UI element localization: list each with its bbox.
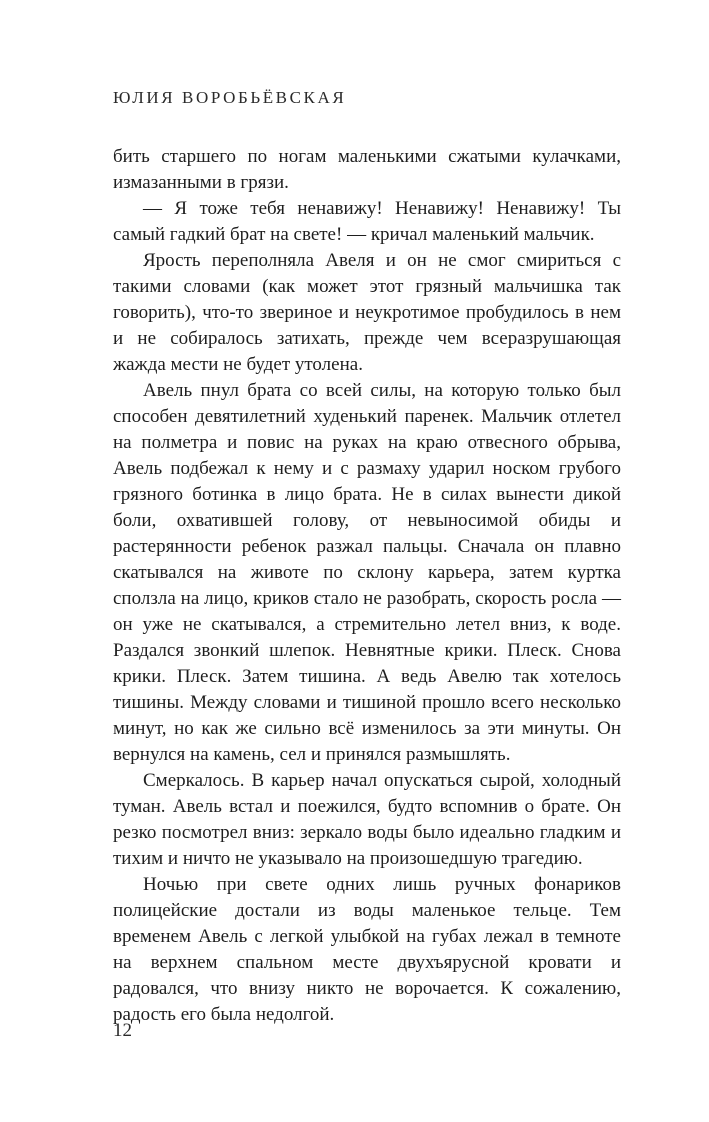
body-text bbox=[113, 144, 621, 1028]
paragraph: Смеркалось. В карьер начал опускаться сырой, холодный туман. Авель встал и поежился, будто вспомнив о брате. Он резко посмотрел вниз: зеркало воды было идеально гладким и тихим и ничто не указывало на произошедшую трагедию. bbox=[113, 770, 621, 869]
page-number: 12 bbox=[113, 1020, 132, 1041]
running-header: ЮЛИЯ ВОРОБЬЁВСКАЯ bbox=[113, 88, 347, 107]
paragraph: бить старшего по ногам маленькими сжатыми кулачками, измазанными в грязи. bbox=[113, 146, 621, 193]
paragraph: Ярость переполняла Авеля и он не смог смириться с такими словами (как может этот грязный мальчишка так говорить), что-то звериное и неукротимое пробудилось в нем и не собиралось затихать, прежде чем всеразрушающая жажда мести не будет утолена. bbox=[113, 250, 621, 375]
paragraph: Авель пнул брата со всей силы, на которую только был способен девятилетний худенький паренек. Мальчик отлетел на полметра и повис на руках на краю отвесного обрыва, Авель подбежал к нему и с размаху ударил носком грубого грязного ботинка в лицо брата. Не в силах вынести дикой боли, охватившей голову, от невыносимой обиды и растерянности ребенок разжал пальцы. Сначала он плавно скатывался на животе по склону карьера, затем куртка сползла на лицо, криков стало не разобрать, скорость росла — он уже не скатывался, а стремительно летел вниз, к воде. Раздался звонкий шлепок. Невнятные крики. Плеск. Снова крики. Плеск. Затем тишина. А ведь Авелю так хотелось тишины. Между словами и тишиной прошло всего несколько минут, но как же сильно всё изменилось за эти минуты. Он вернулся на камень, сел и принялся размышлять. bbox=[113, 380, 621, 765]
paragraph: Ночью при свете одних лишь ручных фонариков полицейские достали из воды маленькое тельце. Тем временем Авель с легкой улыбкой на губах лежал в темноте на верхнем спальном месте двухъярусной кровати и радовался, что внизу никто не ворочается. К сожалению, радость его была недолгой. bbox=[113, 874, 621, 1025]
paragraph: — Я тоже тебя ненавижу! Ненавижу! Ненавижу! Ты самый гадкий брат на свете! — кричал маленький мальчик. bbox=[113, 198, 621, 245]
